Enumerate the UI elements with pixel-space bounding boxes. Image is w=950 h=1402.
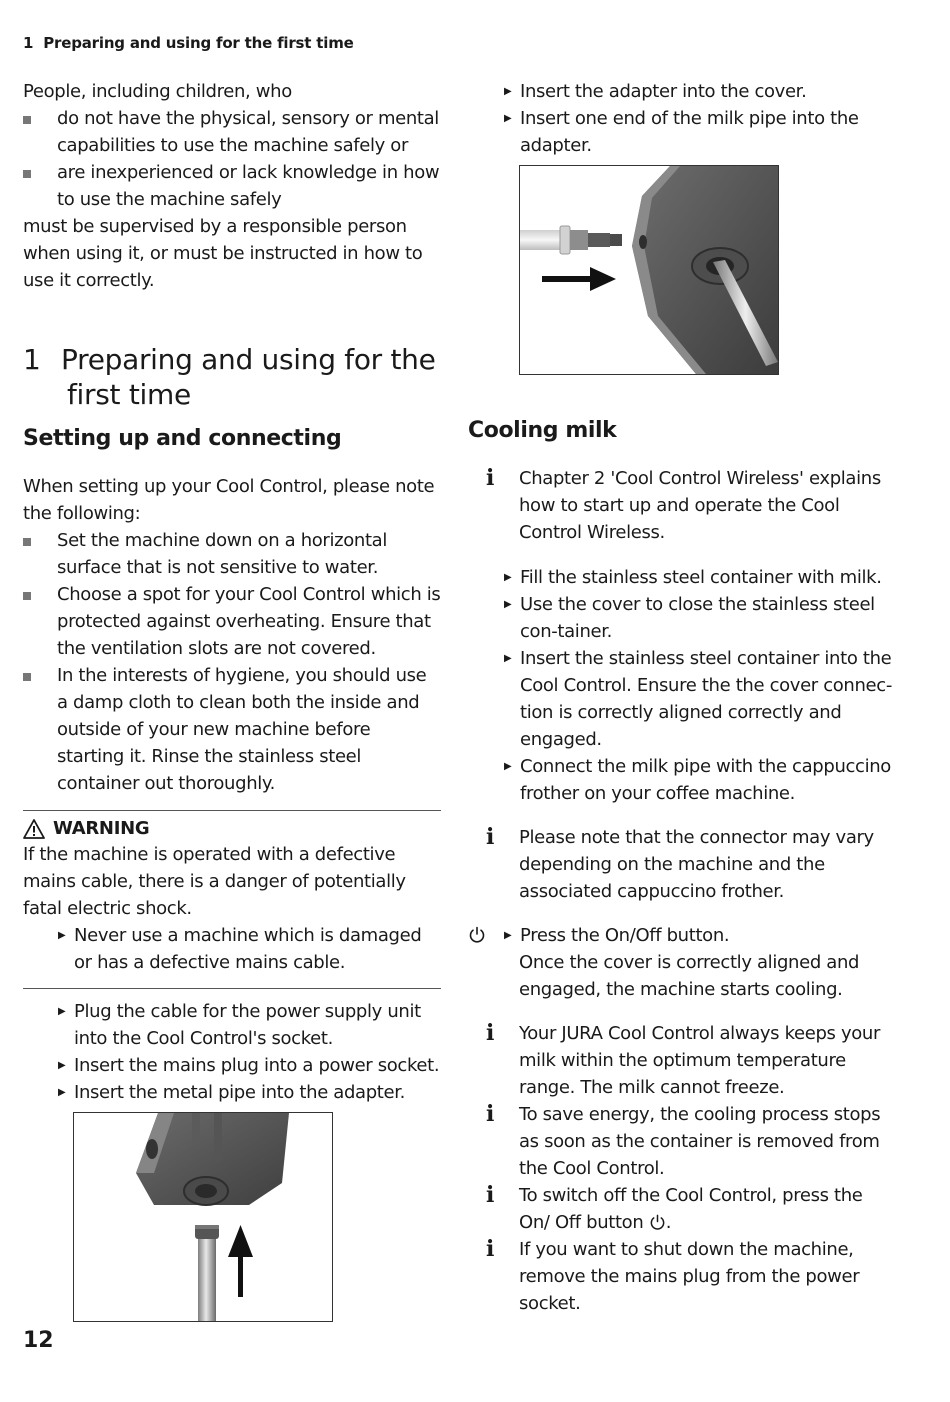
cover-illustration — [520, 166, 778, 374]
info-icon: i — [486, 1236, 495, 1262]
info-note: i Please note that the connector may vary depending on the machine and the associated cappuccino frother. — [486, 824, 874, 902]
adapter-illustration — [74, 1113, 332, 1321]
info-icon: i — [486, 465, 495, 491]
warning-title — [23, 818, 441, 839]
chapter-title-line1: Preparing and using for the — [61, 343, 436, 376]
steps-left — [57, 998, 441, 1106]
setup-heading: Setting up and connecting — [23, 426, 342, 451]
chapter-title-line2: first time — [67, 378, 191, 411]
power-result: Once the cover is correctly aligned and engaged, the machine starts cooling. — [519, 952, 860, 1000]
warning-bottom-rule — [23, 988, 441, 989]
running-header-title: Preparing and using for the first time — [43, 34, 354, 52]
cooling-section — [468, 465, 893, 1317]
power-icon — [649, 1214, 666, 1231]
setup-bullet: Set the machine down on a horizontal surface that is not sensitive to water. — [23, 527, 441, 581]
info-icon: i — [486, 824, 495, 850]
info-note: i If you want to shut down the machine, remove the mains plug from the power socket. — [486, 1236, 860, 1314]
warning-step: ▶ Never use a machine which is damaged or has a defective mains cable. — [57, 922, 441, 976]
instruction-step: ▶ Insert the mains plug into a power socket. — [57, 1052, 441, 1079]
instruction-step: ▶ Plug the cable for the power supply unit into the Cool Control's socket. — [57, 998, 441, 1052]
running-header — [23, 34, 354, 52]
square-bullet-icon — [23, 592, 31, 600]
triangle-arrow-icon: ▶ — [58, 1060, 66, 1071]
info-icon: i — [486, 1020, 495, 1046]
intro-lead: People, including children, who — [23, 81, 292, 102]
info-note: i To switch off the Cool Control, press the On/ Off button . — [486, 1182, 863, 1233]
figure-pipe-into-adapter — [73, 1112, 333, 1322]
info-icon: i — [486, 1182, 495, 1208]
instruction-step: ▶ Insert one end of the milk pipe into the adapter. — [503, 105, 893, 159]
running-header-number: 1 — [23, 34, 34, 52]
instruction-step: ▶ Insert the adapter into the cover. — [503, 78, 893, 105]
intro-bullet: are inexperienced or lack knowledge in how to use the machine safely — [23, 159, 441, 213]
warning-text: If the machine is operated with a defective mains cable, there is a danger of potentially fatal electric shock. — [23, 844, 406, 919]
chapter-heading — [23, 342, 441, 412]
info-note: i To save energy, the cooling process stops as soon as the container is removed from the Cool Control. — [486, 1101, 881, 1179]
triangle-arrow-icon: ▶ — [504, 86, 512, 97]
page-number: 12 — [23, 1328, 54, 1353]
power-icon — [468, 926, 486, 944]
triangle-arrow-icon: ▶ — [504, 930, 512, 941]
chapter-number: 1 — [23, 343, 41, 376]
warning-box — [23, 818, 441, 976]
triangle-arrow-icon: ▶ — [504, 761, 512, 772]
instruction-step: ▶ Press the On/Off button. — [503, 922, 893, 949]
setup-bullet: Choose a spot for your Cool Control which is protected against overheating. Ensure that the ventilation slots are not covered. — [23, 581, 441, 662]
warning-label: WARNING — [53, 818, 150, 839]
triangle-arrow-icon: ▶ — [58, 930, 66, 941]
power-step — [468, 922, 893, 1003]
triangle-arrow-icon: ▶ — [504, 599, 512, 610]
square-bullet-icon — [23, 673, 31, 681]
setup-lead: When setting up your Cool Control, please note the following: — [23, 476, 435, 524]
intro-tail: must be supervised by a responsible person when using it, or must be instructed in how to use it correctly. — [23, 216, 423, 291]
square-bullet-icon — [23, 116, 31, 124]
triangle-arrow-icon: ▶ — [58, 1087, 66, 1098]
cooling-heading: Cooling milk — [468, 418, 617, 443]
setup-bullet: In the interests of hygiene, you should use a damp cloth to clean both the inside and outside of your new machine before starting it. Rinse the stainless steel container out thoroughly. — [23, 662, 441, 797]
square-bullet-icon — [23, 538, 31, 546]
intro-section — [23, 78, 441, 294]
info-note: i Your JURA Cool Control always keeps your milk within the optimum temperature range. The milk cannot freeze. — [486, 1020, 881, 1098]
instruction-step: ▶ Insert the metal pipe into the adapter. — [57, 1079, 441, 1106]
warning-top-rule — [23, 810, 441, 811]
instruction-step: ▶ Fill the stainless steel container with milk. — [503, 564, 893, 591]
figure-adapter-into-cover — [519, 165, 779, 375]
info-note: i Chapter 2 'Cool Control Wireless' explains how to start up and operate the Cool Control Wireless. — [486, 465, 881, 543]
triangle-arrow-icon: ▶ — [504, 113, 512, 124]
triangle-arrow-icon: ▶ — [504, 653, 512, 664]
setup-section — [23, 473, 441, 797]
square-bullet-icon — [23, 170, 31, 178]
steps-right-top — [468, 78, 893, 159]
triangle-arrow-icon: ▶ — [504, 572, 512, 583]
instruction-step: ▶ Insert the stainless steel container into the Cool Control. Ensure the the cover connec-tion is correctly aligned correctly and engaged. — [503, 645, 893, 753]
info-icon: i — [486, 1101, 495, 1127]
triangle-arrow-icon: ▶ — [58, 1006, 66, 1017]
instruction-step: ▶ Use the cover to close the stainless steel con-tainer. — [503, 591, 893, 645]
warning-triangle-icon — [23, 819, 45, 839]
intro-bullet: do not have the physical, sensory or mental capabilities to use the machine safely or — [23, 105, 441, 159]
instruction-step: ▶ Connect the milk pipe with the cappuccino frother on your coffee machine. — [503, 753, 893, 807]
